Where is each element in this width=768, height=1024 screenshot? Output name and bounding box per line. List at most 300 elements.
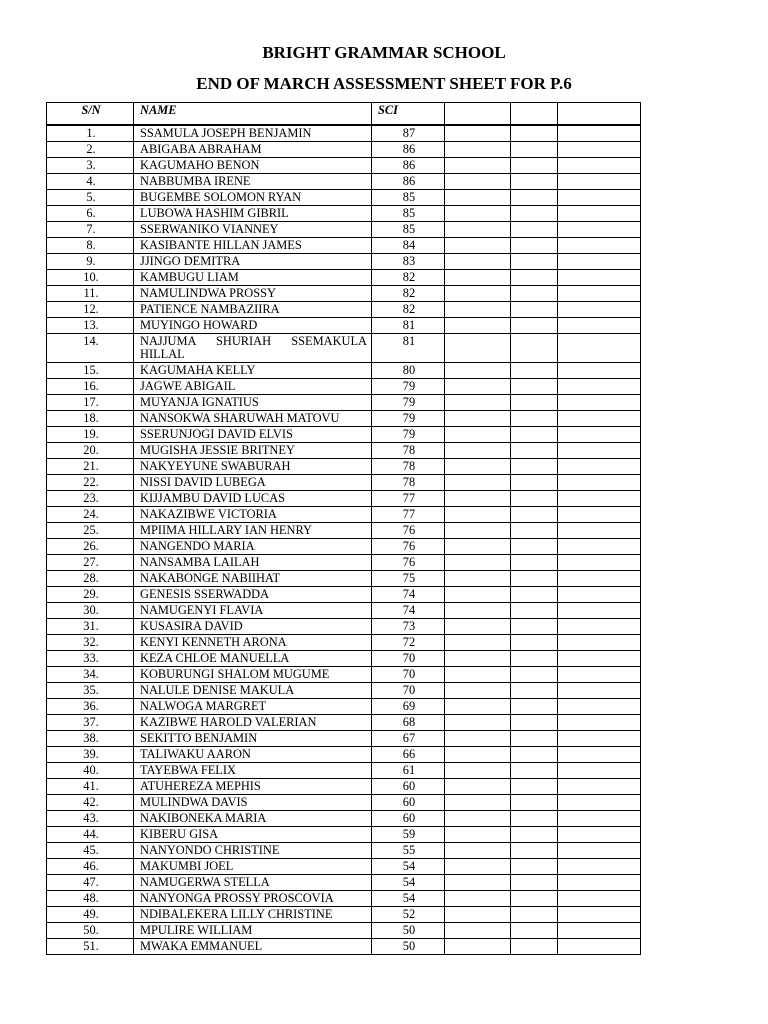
sci-cell: 77 (372, 491, 445, 507)
blank-cell (558, 619, 641, 635)
blank-cell (558, 555, 641, 571)
blank-cell (445, 555, 511, 571)
name-cell: NANYONGA PROSSY PROSCOVIA (134, 891, 372, 907)
blank-cell (558, 827, 641, 843)
name-cell: MULINDWA DAVIS (134, 795, 372, 811)
name-cell: TAYEBWA FELIX (134, 763, 372, 779)
sci-cell: 81 (372, 318, 445, 334)
sn-cell: 35. (47, 683, 134, 699)
name-cell: NAKIBONEKA MARIA (134, 811, 372, 827)
blank-cell (445, 125, 511, 142)
table-row (47, 923, 641, 939)
sci-cell: 50 (372, 923, 445, 939)
sn-cell: 30. (47, 603, 134, 619)
sn-cell: 37. (47, 715, 134, 731)
blank-cell (511, 302, 558, 318)
blank-cell (511, 875, 558, 891)
name-cell: NAMUGENYI FLAVIA (134, 603, 372, 619)
sn-cell: 32. (47, 635, 134, 651)
blank-cell (511, 763, 558, 779)
sn-cell: 19. (47, 427, 134, 443)
blank-cell (511, 843, 558, 859)
blank-cell (558, 302, 641, 318)
name-cell: JJINGO DEMITRA (134, 254, 372, 270)
table-row (47, 875, 641, 891)
blank-cell (558, 286, 641, 302)
blank-cell (445, 379, 511, 395)
name-cell: KUSASIRA DAVID (134, 619, 372, 635)
blank-cell (445, 683, 511, 699)
sci-cell: 85 (372, 190, 445, 206)
table-row (47, 683, 641, 699)
blank-cell (558, 747, 641, 763)
header-sn: S/N (47, 103, 134, 126)
blank-cell (558, 174, 641, 190)
blank-cell (511, 827, 558, 843)
sn-cell: 49. (47, 907, 134, 923)
sci-cell: 85 (372, 222, 445, 238)
sn-cell: 41. (47, 779, 134, 795)
table-header-row (47, 103, 641, 126)
sn-cell: 51. (47, 939, 134, 955)
blank-cell (558, 843, 641, 859)
table-row (47, 859, 641, 875)
blank-cell (445, 699, 511, 715)
blank-cell (445, 715, 511, 731)
blank-cell (558, 427, 641, 443)
sn-cell: 15. (47, 363, 134, 379)
sci-cell: 74 (372, 587, 445, 603)
blank-cell (511, 459, 558, 475)
blank-cell (558, 125, 641, 142)
table-body (47, 125, 641, 955)
blank-cell (511, 907, 558, 923)
name-cell: SEKITTO BENJAMIN (134, 731, 372, 747)
blank-cell (511, 683, 558, 699)
blank-cell (511, 286, 558, 302)
blank-cell (558, 779, 641, 795)
name-cell: NAMUGERWA STELLA (134, 875, 372, 891)
blank-cell (558, 254, 641, 270)
table-row (47, 843, 641, 859)
blank-cell (511, 603, 558, 619)
blank-cell (558, 699, 641, 715)
sci-cell: 76 (372, 539, 445, 555)
table-row (47, 334, 641, 363)
blank-cell (558, 667, 641, 683)
blank-cell (445, 475, 511, 491)
blank-cell (511, 270, 558, 286)
table-row (47, 619, 641, 635)
name-cell: KAZIBWE HAROLD VALERIAN (134, 715, 372, 731)
name-cell: MWAKA EMMANUEL (134, 939, 372, 955)
blank-cell (445, 318, 511, 334)
blank-cell (445, 811, 511, 827)
sn-cell: 38. (47, 731, 134, 747)
sn-cell: 26. (47, 539, 134, 555)
blank-cell (558, 891, 641, 907)
blank-cell (445, 587, 511, 603)
name-cell: KAMBUGU LIAM (134, 270, 372, 286)
sci-cell: 79 (372, 395, 445, 411)
name-cell: KOBURUNGI SHALOM MUGUME (134, 667, 372, 683)
table-row (47, 827, 641, 843)
blank-cell (558, 795, 641, 811)
blank-cell (511, 222, 558, 238)
name-cell: SSAMULA JOSEPH BENJAMIN (134, 125, 372, 142)
blank-cell (558, 539, 641, 555)
name-cell: KASIBANTE HILLAN JAMES (134, 238, 372, 254)
blank-cell (511, 667, 558, 683)
blank-cell (445, 238, 511, 254)
table-row (47, 125, 641, 142)
sci-cell: 83 (372, 254, 445, 270)
blank-cell (445, 523, 511, 539)
blank-cell (558, 875, 641, 891)
blank-cell (511, 571, 558, 587)
sci-cell: 82 (372, 270, 445, 286)
name-cell: NAKYEYUNE SWABURAH (134, 459, 372, 475)
table-row (47, 459, 641, 475)
name-cell: MUYINGO HOWARD (134, 318, 372, 334)
header-blank-3 (558, 103, 641, 126)
name-cell: MPIIMA HILLARY IAN HENRY (134, 523, 372, 539)
blank-cell (445, 731, 511, 747)
sci-cell: 78 (372, 475, 445, 491)
blank-cell (511, 125, 558, 142)
name-cell: ABIGABA ABRAHAM (134, 142, 372, 158)
sci-cell: 68 (372, 715, 445, 731)
blank-cell (558, 763, 641, 779)
blank-cell (511, 731, 558, 747)
name-cell: PATIENCE NAMBAZIIRA (134, 302, 372, 318)
blank-cell (558, 923, 641, 939)
table-row (47, 491, 641, 507)
table-row (47, 411, 641, 427)
name-cell: NANSAMBA LAILAH (134, 555, 372, 571)
table-row (47, 286, 641, 302)
name-cell: NAKAZIBWE VICTORIA (134, 507, 372, 523)
blank-cell (511, 923, 558, 939)
blank-cell (558, 939, 641, 955)
sci-cell: 81 (372, 334, 445, 363)
sn-cell: 50. (47, 923, 134, 939)
blank-cell (558, 318, 641, 334)
table-row (47, 811, 641, 827)
name-cell: MUYANJA IGNATIUS (134, 395, 372, 411)
sn-cell: 5. (47, 190, 134, 206)
sn-cell: 33. (47, 651, 134, 667)
name-cell: ATUHEREZA MEPHIS (134, 779, 372, 795)
blank-cell (558, 731, 641, 747)
blank-cell (445, 395, 511, 411)
blank-cell (558, 395, 641, 411)
table-row (47, 379, 641, 395)
sn-cell: 16. (47, 379, 134, 395)
sn-cell: 40. (47, 763, 134, 779)
sci-cell: 85 (372, 206, 445, 222)
name-cell: SSERUNJOGI DAVID ELVIS (134, 427, 372, 443)
blank-cell (511, 747, 558, 763)
blank-cell (558, 507, 641, 523)
school-name: BRIGHT GRAMMAR SCHOOL (262, 43, 506, 62)
blank-cell (558, 907, 641, 923)
blank-cell (445, 843, 511, 859)
table-row (47, 667, 641, 683)
name-cell: LUBOWA HASHIM GIBRIL (134, 206, 372, 222)
blank-cell (445, 491, 511, 507)
blank-cell (511, 206, 558, 222)
sn-cell: 12. (47, 302, 134, 318)
sci-cell: 84 (372, 238, 445, 254)
table-row (47, 318, 641, 334)
blank-cell (558, 603, 641, 619)
table-row (47, 222, 641, 238)
blank-cell (511, 411, 558, 427)
sci-cell: 86 (372, 142, 445, 158)
blank-cell (445, 334, 511, 363)
blank-cell (558, 222, 641, 238)
sn-cell: 39. (47, 747, 134, 763)
blank-cell (511, 539, 558, 555)
table-row (47, 190, 641, 206)
table-row (47, 158, 641, 174)
sci-cell: 67 (372, 731, 445, 747)
sci-cell: 54 (372, 891, 445, 907)
sci-cell: 79 (372, 411, 445, 427)
blank-cell (511, 555, 558, 571)
sn-cell: 8. (47, 238, 134, 254)
sci-cell: 76 (372, 523, 445, 539)
name-cell: JAGWE ABIGAIL (134, 379, 372, 395)
blank-cell (445, 651, 511, 667)
blank-cell (558, 363, 641, 379)
blank-cell (558, 635, 641, 651)
sn-cell: 4. (47, 174, 134, 190)
name-cell: KEZA CHLOE MANUELLA (134, 651, 372, 667)
blank-cell (511, 891, 558, 907)
sci-cell: 76 (372, 555, 445, 571)
table-row (47, 635, 641, 651)
name-cell: NDIBALEKERA LILLY CHRISTINE (134, 907, 372, 923)
header-name: NAME (134, 103, 372, 126)
sci-cell: 60 (372, 779, 445, 795)
table-row (47, 475, 641, 491)
blank-cell (445, 923, 511, 939)
blank-cell (511, 635, 558, 651)
blank-cell (445, 667, 511, 683)
sn-cell: 3. (47, 158, 134, 174)
name-cell: NANSOKWA SHARUWAH MATOVU (134, 411, 372, 427)
table-row (47, 795, 641, 811)
sci-cell: 61 (372, 763, 445, 779)
blank-cell (511, 587, 558, 603)
sn-cell: 9. (47, 254, 134, 270)
sci-cell: 70 (372, 667, 445, 683)
blank-cell (511, 491, 558, 507)
blank-cell (558, 142, 641, 158)
blank-cell (558, 190, 641, 206)
table-row (47, 238, 641, 254)
blank-cell (511, 715, 558, 731)
blank-cell (445, 795, 511, 811)
blank-cell (511, 158, 558, 174)
name-cell: KIJJAMBU DAVID LUCAS (134, 491, 372, 507)
sn-cell: 24. (47, 507, 134, 523)
table-row (47, 395, 641, 411)
table-row (47, 571, 641, 587)
blank-cell (445, 827, 511, 843)
header-blank-1 (445, 103, 511, 126)
assessment-table (46, 102, 641, 955)
blank-cell (445, 907, 511, 923)
name-cell: BUGEMBE SOLOMON RYAN (134, 190, 372, 206)
sn-cell: 46. (47, 859, 134, 875)
blank-cell (511, 795, 558, 811)
table-row (47, 302, 641, 318)
table-row (47, 363, 641, 379)
blank-cell (445, 270, 511, 286)
sci-cell: 60 (372, 795, 445, 811)
sci-cell: 75 (372, 571, 445, 587)
sci-cell: 54 (372, 859, 445, 875)
sn-cell: 43. (47, 811, 134, 827)
blank-cell (445, 779, 511, 795)
table-row (47, 747, 641, 763)
table-row (47, 763, 641, 779)
blank-cell (511, 523, 558, 539)
blank-cell (558, 238, 641, 254)
sn-cell: 28. (47, 571, 134, 587)
name-cell: GENESIS SSERWADDA (134, 587, 372, 603)
name-cell: NALULE DENISE MAKULA (134, 683, 372, 699)
blank-cell (558, 270, 641, 286)
table-row (47, 142, 641, 158)
sci-cell: 82 (372, 302, 445, 318)
name-cell: MPULIRE WILLIAM (134, 923, 372, 939)
sn-cell: 34. (47, 667, 134, 683)
table-row (47, 555, 641, 571)
header-blank-2 (511, 103, 558, 126)
sci-cell: 70 (372, 651, 445, 667)
blank-cell (445, 763, 511, 779)
blank-cell (558, 571, 641, 587)
blank-cell (511, 939, 558, 955)
name-cell: NISSI DAVID LUBEGA (134, 475, 372, 491)
blank-cell (558, 475, 641, 491)
blank-cell (558, 683, 641, 699)
name-cell: SSERWANIKO VIANNEY (134, 222, 372, 238)
blank-cell (445, 174, 511, 190)
blank-cell (445, 411, 511, 427)
blank-cell (511, 142, 558, 158)
sci-cell: 66 (372, 747, 445, 763)
sci-cell: 86 (372, 158, 445, 174)
blank-cell (558, 158, 641, 174)
sn-cell: 47. (47, 875, 134, 891)
blank-cell (445, 747, 511, 763)
sci-cell: 55 (372, 843, 445, 859)
blank-cell (558, 334, 641, 363)
sn-cell: 7. (47, 222, 134, 238)
blank-cell (558, 411, 641, 427)
table-row (47, 443, 641, 459)
sn-cell: 31. (47, 619, 134, 635)
table-row (47, 907, 641, 923)
sheet-title: END OF MARCH ASSESSMENT SHEET FOR P.6 (196, 74, 572, 93)
blank-cell (445, 603, 511, 619)
blank-cell (511, 779, 558, 795)
sci-cell: 73 (372, 619, 445, 635)
sci-cell: 59 (372, 827, 445, 843)
blank-cell (511, 619, 558, 635)
blank-cell (558, 379, 641, 395)
sn-cell: 1. (47, 125, 134, 142)
table-row (47, 891, 641, 907)
blank-cell (511, 475, 558, 491)
table-row (47, 523, 641, 539)
sn-cell: 6. (47, 206, 134, 222)
blank-cell (445, 939, 511, 955)
sci-cell: 60 (372, 811, 445, 827)
name-cell: KAGUMAHO BENON (134, 158, 372, 174)
table-row (47, 939, 641, 955)
sci-cell: 78 (372, 459, 445, 475)
sn-cell: 27. (47, 555, 134, 571)
sci-cell: 78 (372, 443, 445, 459)
blank-cell (511, 190, 558, 206)
sci-cell: 50 (372, 939, 445, 955)
table-row (47, 731, 641, 747)
sci-cell: 77 (372, 507, 445, 523)
blank-cell (445, 875, 511, 891)
blank-cell (445, 427, 511, 443)
blank-cell (445, 302, 511, 318)
blank-cell (558, 459, 641, 475)
name-cell: NAKABONGE NABIIHAT (134, 571, 372, 587)
table-row (47, 270, 641, 286)
sci-cell: 74 (372, 603, 445, 619)
name-cell: NAJJUMA SHURIAH SSEMAKULA HILLAL (134, 334, 372, 363)
sn-cell: 10. (47, 270, 134, 286)
blank-cell (558, 206, 641, 222)
table-row (47, 715, 641, 731)
blank-cell (445, 507, 511, 523)
table-row (47, 254, 641, 270)
blank-cell (445, 222, 511, 238)
blank-cell (445, 206, 511, 222)
sci-cell: 79 (372, 427, 445, 443)
blank-cell (445, 571, 511, 587)
blank-cell (445, 619, 511, 635)
sn-cell: 22. (47, 475, 134, 491)
header-sci: SCI (372, 103, 445, 126)
name-cell: TALIWAKU AARON (134, 747, 372, 763)
blank-cell (511, 238, 558, 254)
table-row (47, 507, 641, 523)
sn-cell: 29. (47, 587, 134, 603)
blank-cell (445, 635, 511, 651)
sci-cell: 87 (372, 125, 445, 142)
blank-cell (445, 363, 511, 379)
name-cell: KIBERU GISA (134, 827, 372, 843)
sn-cell: 20. (47, 443, 134, 459)
blank-cell (445, 286, 511, 302)
table-row (47, 427, 641, 443)
name-cell: KENYI KENNETH ARONA (134, 635, 372, 651)
blank-cell (511, 334, 558, 363)
table-row (47, 651, 641, 667)
